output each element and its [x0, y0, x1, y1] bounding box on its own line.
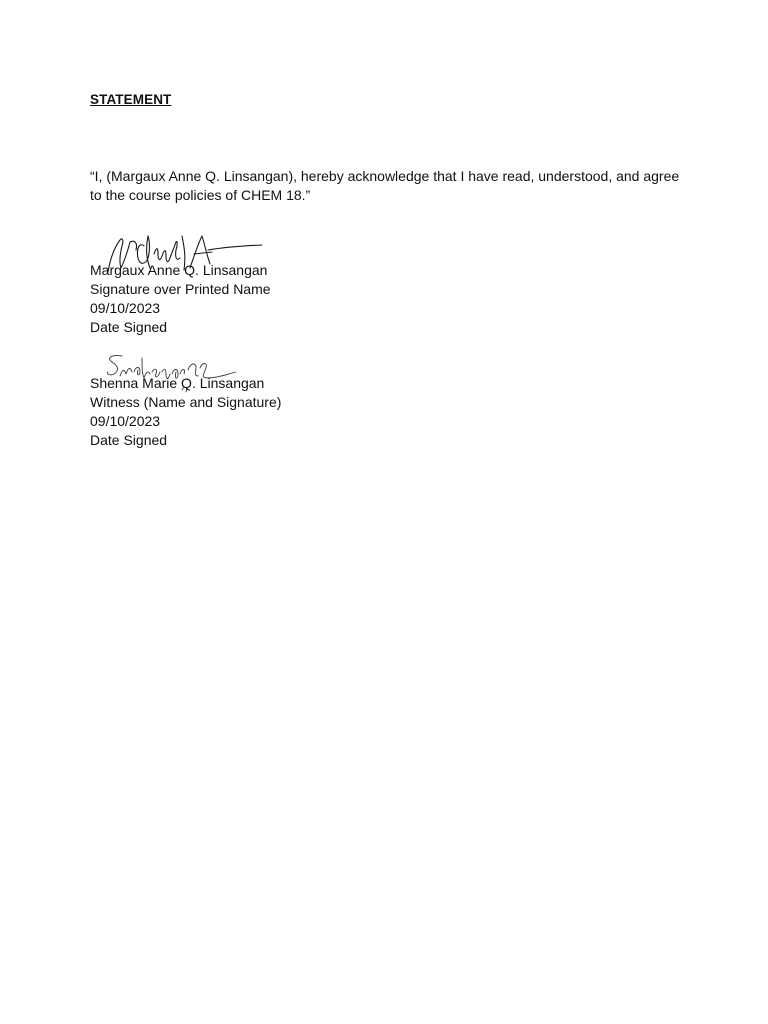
signatory-name: Margaux Anne Q. Linsangan [90, 262, 268, 278]
witness-date: 09/10/2023 [90, 413, 161, 429]
witness-block [90, 374, 281, 450]
document-heading: STATEMENT [90, 92, 172, 107]
witness-date-caption: Date Signed [90, 432, 168, 448]
signatory-caption: Signature over Printed Name [90, 281, 271, 297]
signatory-date: 09/10/2023 [90, 300, 161, 316]
witness-caption: Witness (Name and Signature) [90, 394, 282, 410]
statement-text: “I, (Margaux Anne Q. Linsangan), hereby acknowledge that I have read, understood, and agree to the course policies of CHEM 18.” [90, 168, 680, 203]
signatory-date-caption: Date Signed [90, 319, 168, 335]
signatory-block [90, 261, 271, 337]
witness-name: Shenna Marie Q. Linsangan [90, 375, 265, 391]
